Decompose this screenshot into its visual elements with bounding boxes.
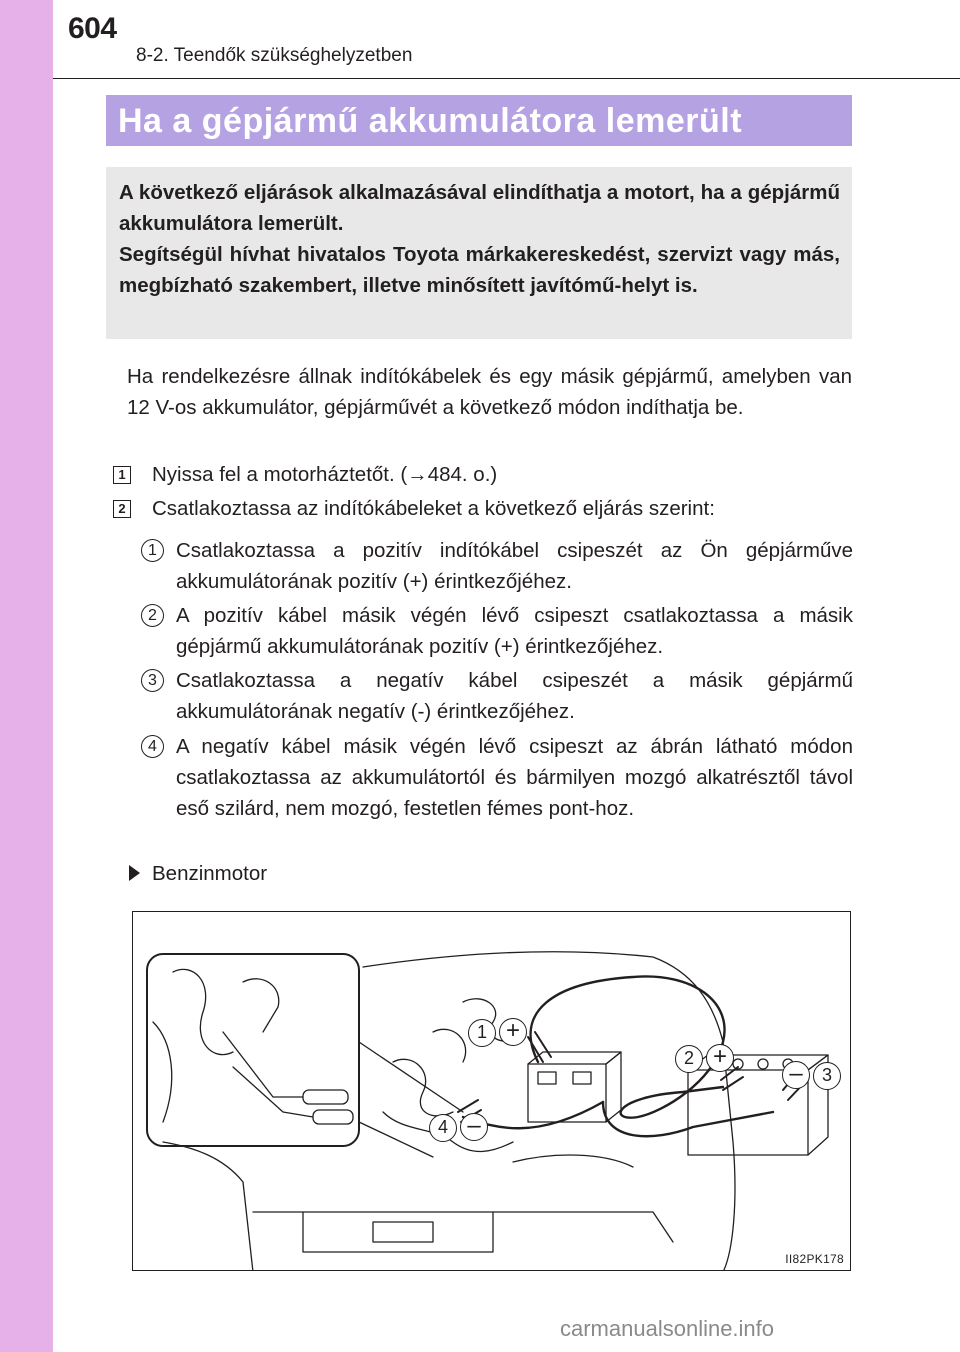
minus-sign: – <box>782 1061 810 1089</box>
section-label: 8-2. Teendők szükséghelyzetben <box>136 45 413 66</box>
step-text: Csatlakoztassa az indítókábeleket a következő eljárás szerint: <box>152 497 715 520</box>
substep-number-badge: 2 <box>141 604 164 627</box>
engine-type-heading <box>127 859 527 889</box>
callout-2: 2 <box>675 1045 703 1073</box>
step-2 <box>113 496 853 522</box>
plus-sign: + <box>499 1018 527 1046</box>
triangle-bullet-icon <box>129 865 140 881</box>
title-bar <box>106 95 852 146</box>
step-number-badge: 2 <box>113 500 131 518</box>
page-title: Ha a gépjármű akkumulátora lemerült <box>118 102 743 140</box>
substep-text: Csatlakoztassa a negatív kábel csipeszét a másik gépjármű akkumulátorának negatív (-) érintkezőjéhez. <box>176 669 853 723</box>
info-box <box>106 167 852 339</box>
watermark: carmanualsonline.info <box>560 1316 775 1341</box>
substep-text: A pozitív kábel másik végén lévő csipeszt csatlakoztassa a másik gépjármű akkumulátorának pozitív (+) érintkezőjéhez. <box>176 604 853 658</box>
plus-sign: + <box>706 1044 734 1072</box>
page-number: 604 <box>68 12 117 45</box>
chapter-side-tab <box>0 0 53 1352</box>
step-text: Nyissa fel a motorháztetőt. (→484. o.) <box>152 463 498 486</box>
figure-code: II82PK178 <box>785 1252 844 1266</box>
substep-text: Csatlakoztassa a pozitív indítókábel csipeszét az Ön gépjárműve akkumulátorának pozitív (+) érintkezőjéhez. <box>176 539 853 593</box>
callout-1: 1 <box>468 1019 496 1047</box>
info-text <box>119 177 840 301</box>
substep-number-badge: 1 <box>141 539 164 562</box>
jump-start-illustration <box>132 911 851 1271</box>
step-number-badge: 1 <box>113 466 131 484</box>
callout-3: 3 <box>813 1062 841 1090</box>
step-1 <box>113 462 853 488</box>
callout-4: 4 <box>429 1114 457 1142</box>
substep-number-badge: 3 <box>141 669 164 692</box>
minus-sign: – <box>460 1113 488 1141</box>
substep-text: A negatív kábel másik végén lévő csipeszt az ábrán látható módon csatlakoztassa az akkumulátortól és bármilyen mozgó alkatrésztől távol eső szilárd, nem mozgó, festetlen fémes pont-hoz. <box>176 735 853 820</box>
substep-number-badge: 4 <box>141 735 164 758</box>
intro-paragraph: Ha rendelkezésre állnak indítókábelek és egy másik gépjármű, amelyben van 12 V-os akkumulátor, gépjárművét a következő módon indíthatja be. <box>127 365 852 419</box>
header-divider <box>53 78 960 79</box>
info-line-2: Segítségül hívhat hivatalos Toyota márkakereskedést, szervizt vagy más, megbízható szakembert, illetve minősített javítómű-helyt is. <box>119 243 840 297</box>
engine-bay-drawing <box>133 912 851 1271</box>
info-line-1: A következő eljárások alkalmazásával elindíthatja a motort, ha a gépjármű akkumulátora lemerült. <box>119 181 840 235</box>
engine-type-label: Benzinmotor <box>152 862 268 885</box>
